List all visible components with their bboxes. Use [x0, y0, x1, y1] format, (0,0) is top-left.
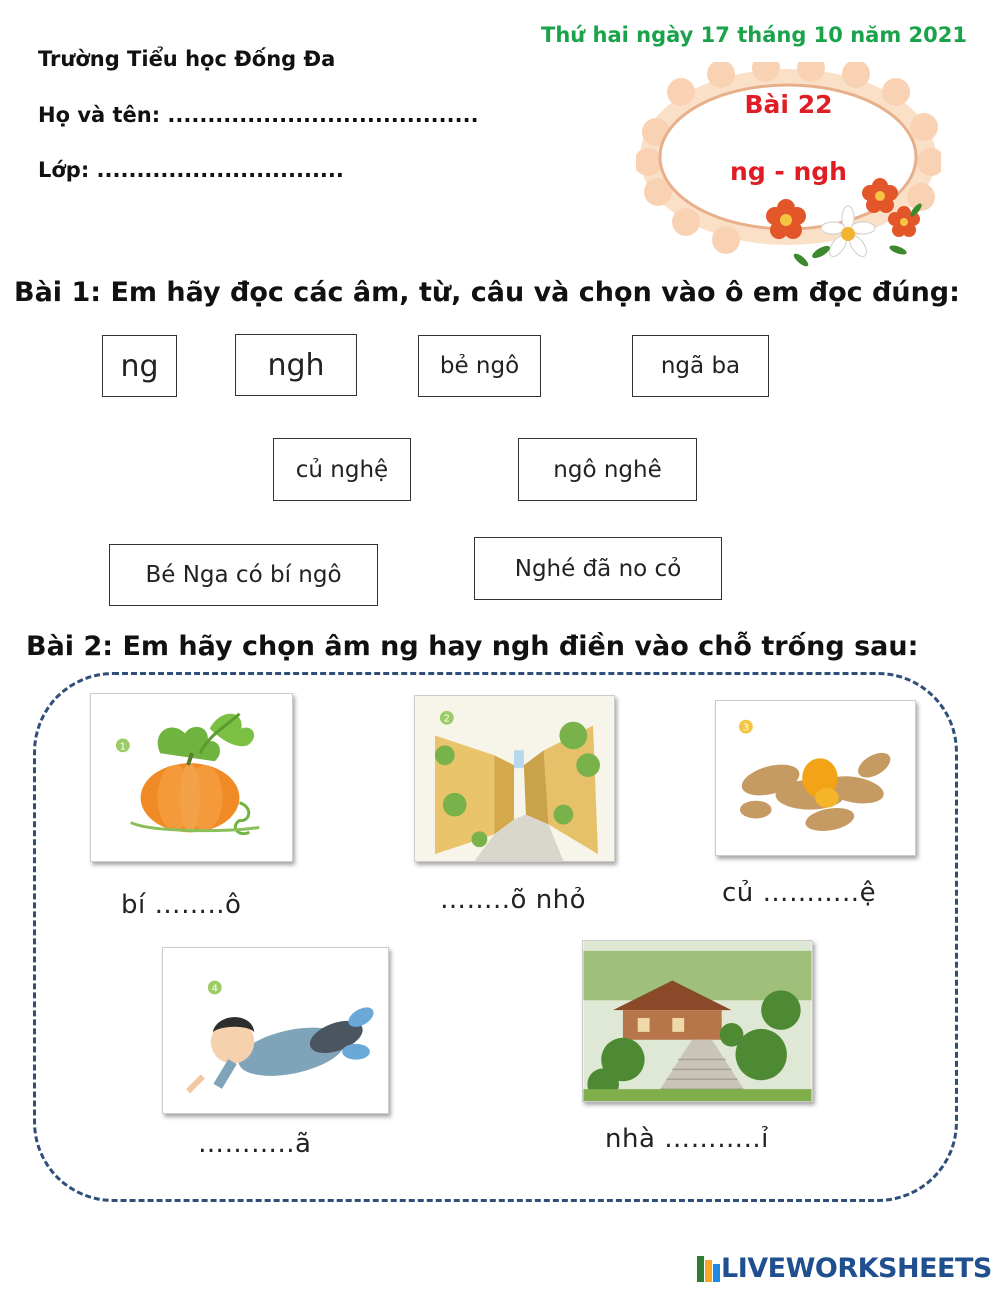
picture-1 — [90, 693, 293, 862]
choice-box-nga-ba[interactable] — [632, 335, 769, 397]
choice-label: ngô nghê — [553, 456, 662, 483]
class-line[interactable]: Lớp: ............................... — [38, 158, 344, 182]
brand-name: LIVEWORKSHEETS — [721, 1253, 992, 1284]
choice-box-ngo-nghe[interactable] — [518, 438, 697, 501]
fill-item-2[interactable]: ……..õ nhỏ — [440, 885, 587, 915]
fill-item-1[interactable]: bí ……..ô — [121, 890, 242, 920]
choice-box-nghe-da-no-co[interactable] — [474, 537, 722, 600]
fill-item-5[interactable]: nhà ………..ỉ — [605, 1124, 769, 1154]
choice-label: Bé Nga có bí ngô — [145, 562, 342, 588]
picture-3 — [715, 700, 916, 856]
picture-2 — [414, 695, 615, 862]
choice-label: ngã ba — [660, 353, 741, 379]
choice-box-ngh[interactable] — [235, 334, 357, 396]
choice-label: bẻ ngô — [439, 353, 520, 379]
turmeric-icon — [716, 701, 915, 855]
choice-box-cu-nghe[interactable] — [273, 438, 411, 501]
exercise1-title: Bài 1: Em hãy đọc các âm, từ, câu và chọn vào ô em đọc đúng: — [14, 277, 960, 308]
alley-icon — [415, 696, 614, 861]
fill-item-4[interactable]: ………..ã — [198, 1129, 312, 1159]
liveworksheets-logo[interactable] — [697, 1253, 992, 1284]
fill-item-3[interactable]: củ ………..ệ — [722, 878, 877, 908]
school-name: Trường Tiểu học Đống Đa — [38, 47, 336, 71]
lesson-number: Bài 22 — [744, 90, 833, 119]
lesson-frame — [636, 62, 941, 272]
choice-box-be-nga-co-bi-ngo[interactable] — [109, 544, 378, 606]
picture-5 — [582, 940, 813, 1102]
picture-number: 2 — [443, 713, 450, 725]
choice-box-be-ngo[interactable] — [418, 335, 541, 397]
date-line: Thứ hai ngày 17 tháng 10 năm 2021 — [541, 23, 967, 47]
lesson-topic: ng - ngh — [730, 157, 847, 186]
choice-label: Nghé đã no cỏ — [514, 555, 682, 582]
exercise2-title: Bài 2: Em hãy chọn âm ng hay ngh điền vào chỗ trống sau: — [26, 631, 919, 662]
pumpkin-icon — [91, 694, 292, 861]
liveworksheets-logo-icon — [697, 1256, 721, 1282]
falling-boy-icon — [163, 948, 388, 1113]
picture-number: 1 — [119, 741, 126, 753]
choice-box-ng[interactable] — [102, 335, 177, 397]
picture-4 — [162, 947, 389, 1114]
choice-label: ng — [120, 348, 159, 384]
house-garden-icon — [583, 941, 812, 1101]
choice-label: ngh — [267, 347, 325, 383]
choice-label: củ nghệ — [295, 456, 389, 483]
student-name-line[interactable]: Họ và tên: ....................................... — [38, 103, 479, 127]
picture-number: 3 — [742, 722, 750, 734]
picture-number: 4 — [211, 983, 218, 995]
